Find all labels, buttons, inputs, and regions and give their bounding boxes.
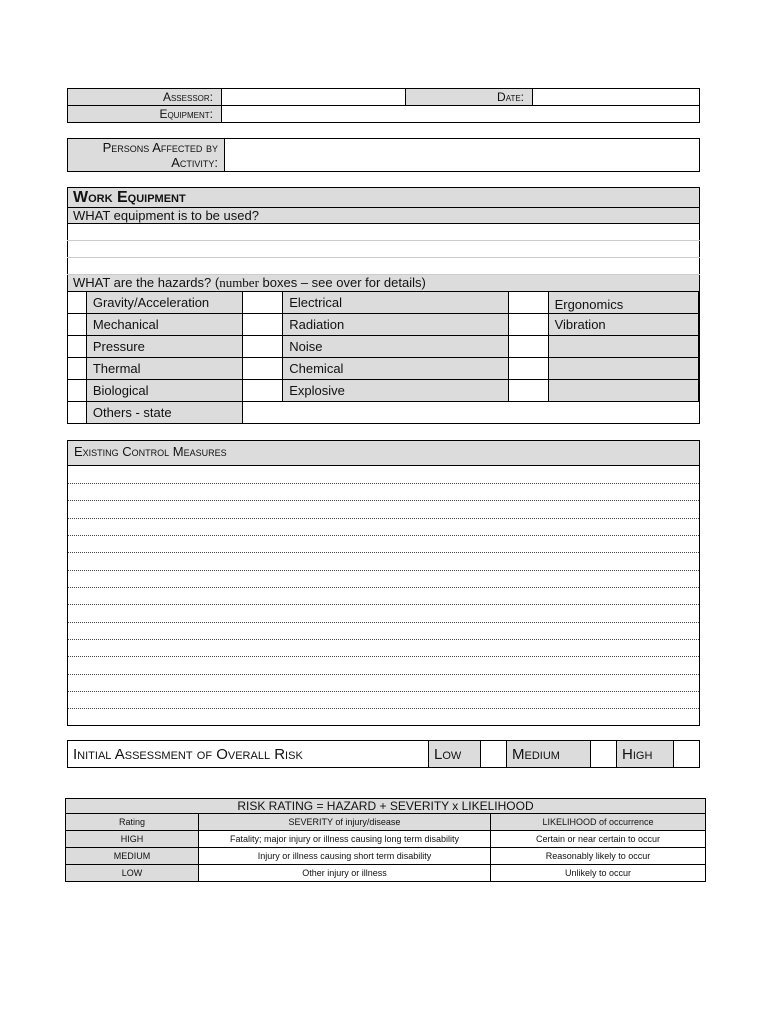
table-row xyxy=(66,865,706,882)
risk-high-label: High xyxy=(617,741,674,768)
writing-line xyxy=(68,674,699,675)
writing-line xyxy=(68,604,699,605)
equipment-answer-line[interactable] xyxy=(68,241,700,258)
hazard-label: Chemical xyxy=(283,358,509,380)
hazard-label xyxy=(548,358,698,380)
hazard-label: Noise xyxy=(283,336,509,358)
hazard-number-box[interactable] xyxy=(68,358,87,380)
hazard-label: Gravity/Acceleration xyxy=(86,292,242,314)
table-cell: Injury or illness causing short term disability xyxy=(199,848,491,865)
table-cell: LOW xyxy=(66,865,199,882)
hazards-question-number: number xyxy=(219,275,259,290)
hazard-label xyxy=(548,336,698,358)
date-field[interactable] xyxy=(533,89,700,106)
hazard-number-box[interactable] xyxy=(508,292,548,314)
hazard-number-box[interactable] xyxy=(68,402,87,424)
table-row xyxy=(66,848,706,865)
writing-line xyxy=(68,518,699,519)
writing-line xyxy=(68,500,699,501)
risk-medium-label: Medium xyxy=(507,741,591,768)
header-table xyxy=(67,88,700,123)
hazard-label: Others - state xyxy=(86,402,242,424)
persons-table xyxy=(67,138,700,172)
table-cell: Unlikely to occur xyxy=(491,865,706,882)
writing-line xyxy=(68,708,699,709)
hazard-number-box[interactable] xyxy=(242,358,283,380)
hazard-label: Thermal xyxy=(86,358,242,380)
others-state-field[interactable] xyxy=(242,402,699,424)
hazard-number-box[interactable] xyxy=(699,358,700,380)
hazard-label: Pressure xyxy=(86,336,242,358)
hazard-number-box[interactable] xyxy=(68,314,87,336)
what-hazards-question xyxy=(68,275,700,292)
existing-controls-lines[interactable] xyxy=(68,466,699,725)
persons-label-line1: Persons Affected by xyxy=(102,140,218,155)
hazard-number-box[interactable] xyxy=(508,314,548,336)
hazard-number-box[interactable] xyxy=(699,336,700,358)
hazard-number-box[interactable] xyxy=(242,314,283,336)
risk-rating-title: RISK RATING = HAZARD + SEVERITY x LIKELIHOOD xyxy=(66,799,706,814)
writing-line xyxy=(68,639,699,640)
existing-controls-box xyxy=(67,440,700,726)
existing-controls-title: Existing Control Measures xyxy=(68,441,699,466)
column-header: Rating xyxy=(66,814,199,831)
what-equipment-question: WHAT equipment is to be used? xyxy=(68,208,700,224)
hazard-label: Radiation xyxy=(283,314,509,336)
hazard-number-box[interactable] xyxy=(508,336,548,358)
risk-low-checkbox[interactable] xyxy=(481,741,507,768)
persons-affected-label xyxy=(68,139,225,172)
hazard-label xyxy=(548,380,698,402)
hazard-label: Ergonomics xyxy=(548,292,698,314)
hazard-number-box[interactable] xyxy=(508,380,548,402)
writing-line xyxy=(68,656,699,657)
work-equipment-table xyxy=(67,187,700,292)
hazard-number-box[interactable] xyxy=(68,292,87,314)
writing-line xyxy=(68,622,699,623)
initial-assessment-table xyxy=(67,740,700,768)
equipment-answer-line[interactable] xyxy=(68,224,700,241)
writing-line xyxy=(68,552,699,553)
hazard-label: Biological xyxy=(86,380,242,402)
table-cell: MEDIUM xyxy=(66,848,199,865)
writing-line xyxy=(68,483,699,484)
hazards-question-prefix: WHAT are the hazards? ( xyxy=(73,275,220,290)
hazard-number-box[interactable] xyxy=(242,380,283,402)
work-equipment-title: Work Equipment xyxy=(68,188,700,208)
initial-assessment-title: Initial Assessment of Overall Risk xyxy=(68,741,429,768)
hazard-number-box[interactable] xyxy=(699,314,700,336)
writing-line xyxy=(68,535,699,536)
hazard-number-box[interactable] xyxy=(699,292,700,314)
assessor-label: Assessor: xyxy=(68,89,222,106)
hazard-number-box[interactable] xyxy=(508,358,548,380)
hazards-grid xyxy=(67,291,700,424)
hazard-number-box[interactable] xyxy=(699,380,700,402)
writing-line xyxy=(68,691,699,692)
hazard-number-box[interactable] xyxy=(242,292,283,314)
hazard-label: Explosive xyxy=(283,380,509,402)
column-header: LIKELIHOOD of occurrence xyxy=(491,814,706,831)
hazards-question-suffix: boxes – see over for details) xyxy=(258,275,426,290)
table-cell: Fatality; major injury or illness causing long term disability xyxy=(199,831,491,848)
table-cell: HIGH xyxy=(66,831,199,848)
table-cell: Certain or near certain to occur xyxy=(491,831,706,848)
hazard-label: Mechanical xyxy=(86,314,242,336)
equipment-answer-line[interactable] xyxy=(68,258,700,275)
writing-line xyxy=(68,587,699,588)
hazard-number-box[interactable] xyxy=(242,336,283,358)
column-header: SEVERITY of injury/disease xyxy=(199,814,491,831)
equipment-field[interactable] xyxy=(222,106,700,123)
risk-low-label: Low xyxy=(429,741,481,768)
hazard-label: Electrical xyxy=(283,292,509,314)
table-cell: Other injury or illness xyxy=(199,865,491,882)
hazard-label: Vibration xyxy=(548,314,698,336)
persons-affected-field[interactable] xyxy=(225,139,700,172)
risk-medium-checkbox[interactable] xyxy=(591,741,617,768)
risk-rating-table xyxy=(65,798,706,882)
table-row xyxy=(66,831,706,848)
writing-line xyxy=(68,570,699,571)
date-label: Date: xyxy=(406,89,533,106)
hazard-number-box[interactable] xyxy=(68,380,87,402)
equipment-label: Equipment: xyxy=(68,106,222,123)
hazard-number-box[interactable] xyxy=(68,336,87,358)
table-cell: Reasonably likely to occur xyxy=(491,848,706,865)
risk-high-checkbox[interactable] xyxy=(674,741,700,768)
persons-label-line2: Activity: xyxy=(171,155,218,170)
assessor-field[interactable] xyxy=(222,89,406,106)
